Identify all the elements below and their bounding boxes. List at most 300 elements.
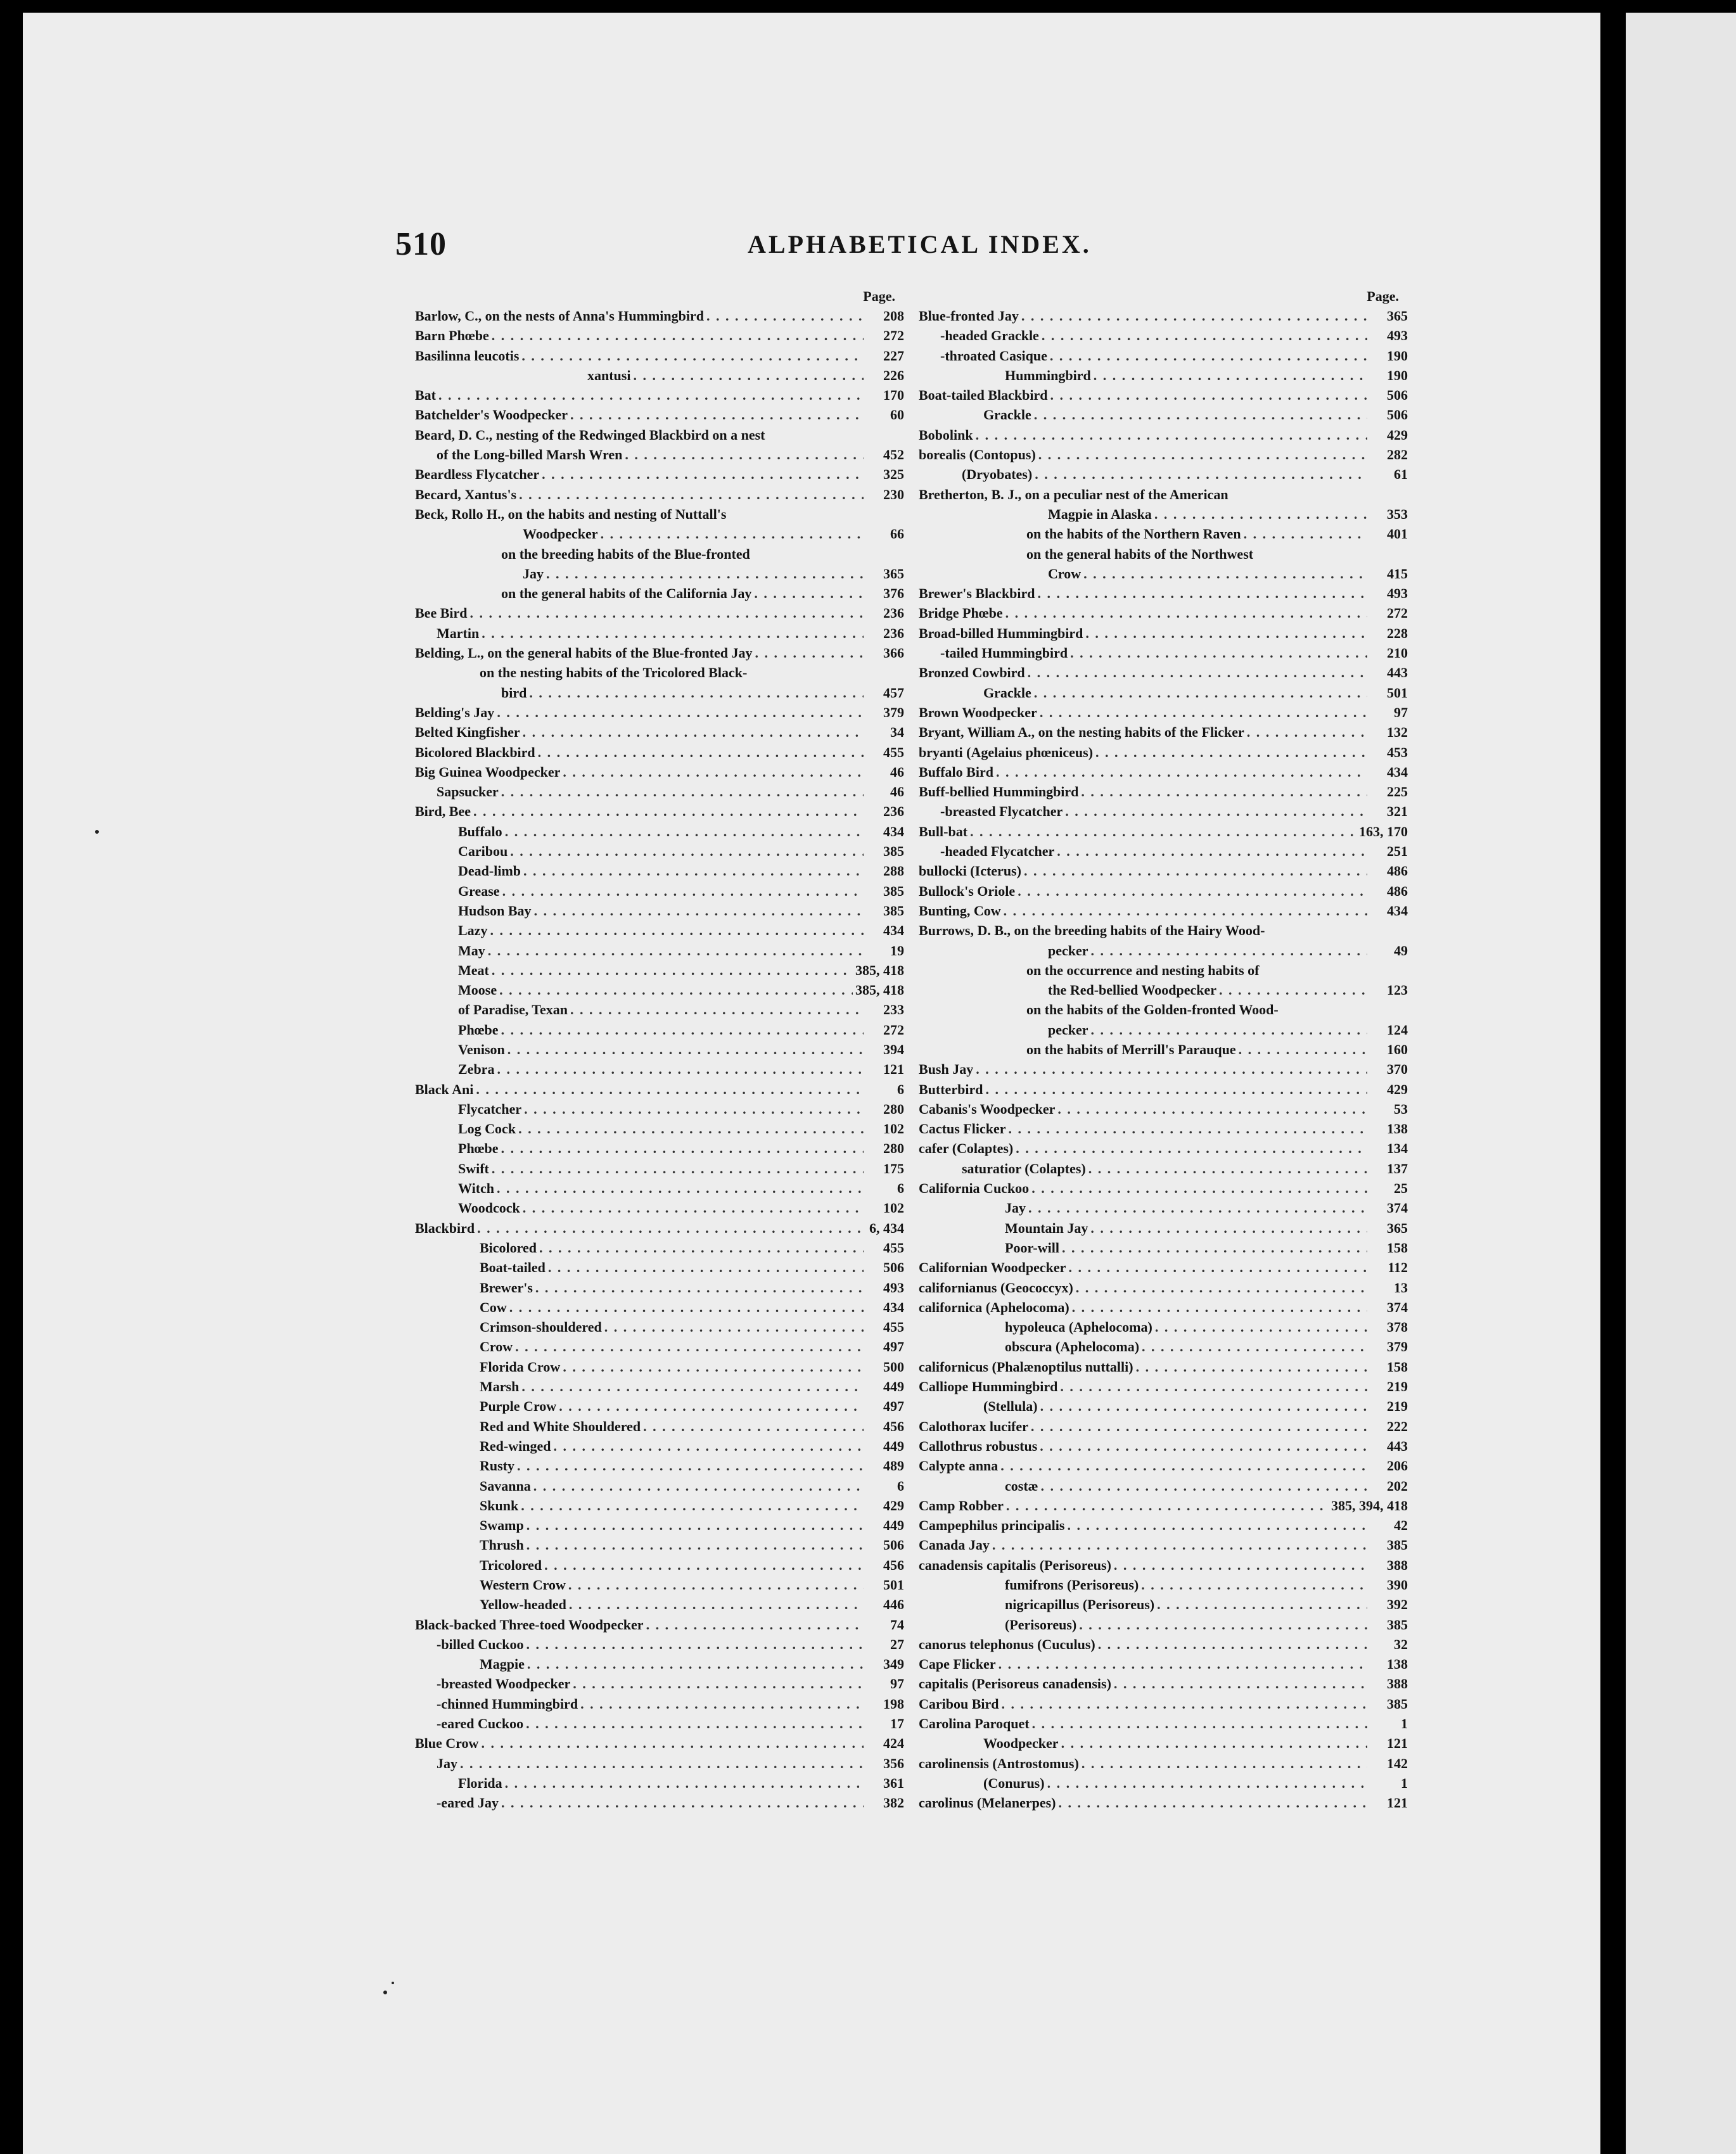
index-entry	[415, 1615, 904, 1635]
index-entry-page: 385	[1387, 1695, 1408, 1712]
index-entry-label: Rusty	[480, 1458, 515, 1474]
index-entry-page: 137	[1387, 1160, 1408, 1176]
dot-leader	[544, 1555, 864, 1575]
index-entry-label: nigricapillus (Perisoreus)	[1005, 1596, 1155, 1613]
dot-leader	[1047, 1773, 1367, 1793]
dot-leader	[1155, 1317, 1367, 1337]
index-entry	[919, 405, 1408, 424]
index-entry-page: 32	[1394, 1636, 1408, 1652]
dot-leader	[527, 1654, 864, 1674]
index-entry-page: 385	[883, 843, 904, 860]
scan-speck	[95, 830, 99, 834]
index-entry-page: 449	[883, 1517, 904, 1534]
dot-leader	[526, 1714, 864, 1733]
dot-leader	[1098, 1635, 1367, 1654]
index-entry	[919, 1417, 1408, 1436]
dot-leader	[1065, 801, 1367, 821]
dot-leader	[1114, 1555, 1367, 1575]
dot-leader	[1016, 1138, 1367, 1158]
index-entry	[919, 1773, 1408, 1793]
index-entry-page: 455	[883, 1319, 904, 1335]
index-entry	[415, 1417, 904, 1436]
index-entry-page: 493	[1387, 585, 1408, 602]
index-entry-page: 190	[1387, 367, 1408, 383]
index-entry	[415, 1040, 904, 1059]
dot-leader	[546, 564, 864, 583]
index-entry-label: (Dryobates)	[962, 466, 1033, 483]
facing-page-edge	[1626, 13, 1736, 2154]
index-entry	[919, 1733, 1408, 1753]
index-entry-label: Blue-fronted Jay	[919, 308, 1019, 324]
dot-leader	[1031, 1178, 1367, 1198]
dot-leader	[1061, 1733, 1367, 1753]
index-entry-label: Cow	[480, 1299, 507, 1315]
index-entry-label: Beard, D. C., nesting of the Redwinged Blackbird on a nest	[415, 426, 765, 443]
index-entry-page: 61	[1394, 466, 1408, 483]
index-entry	[415, 1436, 904, 1456]
index-entry-label: Bridge Phœbe	[919, 605, 1003, 621]
index-entry-label: Purple Crow	[480, 1398, 557, 1415]
index-entry	[919, 1020, 1408, 1040]
dot-leader	[501, 782, 864, 801]
index-entry-page: 97	[1394, 704, 1408, 720]
index-entry-page: 121	[883, 1061, 904, 1078]
dot-leader	[1091, 941, 1367, 960]
index-entry-label: Hummingbird	[1005, 367, 1091, 383]
index-entry-page: 388	[1387, 1676, 1408, 1692]
index-entry-page: 202	[1387, 1477, 1408, 1494]
dot-leader	[755, 643, 864, 663]
index-entry	[919, 1000, 1408, 1019]
index-entry	[415, 1654, 904, 1674]
index-entry-label: Becard, Xantus's	[415, 486, 517, 502]
index-entry-label: Bunting, Cow	[919, 902, 1001, 919]
index-entry	[415, 1059, 904, 1079]
index-entry-page: 121	[1387, 1795, 1408, 1811]
dot-leader	[568, 1575, 864, 1595]
index-entry	[919, 603, 1408, 623]
dot-leader	[523, 1198, 864, 1218]
index-entry-label: Grackle	[983, 407, 1031, 423]
dot-leader	[1050, 346, 1367, 366]
dot-leader	[533, 1476, 864, 1496]
index-entry-page: 175	[883, 1160, 904, 1176]
index-entry-page: 486	[1387, 863, 1408, 879]
index-entry-label: costæ	[1005, 1477, 1038, 1494]
index-entry	[415, 425, 904, 445]
index-entry	[415, 1357, 904, 1377]
index-entry-label: Campephilus principalis	[919, 1517, 1065, 1534]
index-entry-page: 449	[883, 1379, 904, 1395]
index-entry-label: Belding, L., on the general habits of the Blue-fronted Jay	[415, 645, 753, 661]
index-entry-label: (Perisoreus)	[1005, 1616, 1077, 1633]
index-entry-label: (Stellula)	[983, 1398, 1038, 1415]
index-entry-page: 415	[1387, 565, 1408, 582]
index-entry-page: 365	[883, 565, 904, 582]
dot-leader	[1076, 1278, 1367, 1297]
index-entry-page: 493	[883, 1279, 904, 1296]
index-entry-label: bryanti (Agelaius phœniceus)	[919, 744, 1094, 760]
index-entry-label: Belted Kingfisher	[415, 724, 520, 741]
index-column-left	[415, 286, 904, 1813]
dot-leader	[1157, 1595, 1367, 1614]
dot-leader	[569, 1595, 864, 1614]
index-entry	[415, 861, 904, 881]
index-entry-page: 429	[883, 1497, 904, 1514]
index-entry-page: 456	[883, 1557, 904, 1573]
index-entry	[415, 1278, 904, 1297]
dot-leader	[1035, 464, 1367, 484]
index-entry-page: 365	[1387, 308, 1408, 324]
index-entry-page: 6, 434	[869, 1220, 904, 1236]
index-entry-label: Boat-tailed Blackbird	[919, 387, 1048, 404]
index-entries-left	[415, 306, 904, 1813]
index-entry	[919, 1476, 1408, 1496]
dot-leader	[1062, 1238, 1367, 1258]
index-entry-page: 219	[1387, 1379, 1408, 1395]
index-entry-label: Log Cock	[458, 1121, 516, 1137]
dot-leader	[633, 366, 864, 385]
index-entry-page: 325	[883, 466, 904, 483]
dot-leader	[1142, 1337, 1367, 1356]
dot-leader	[996, 762, 1367, 782]
index-entry	[919, 722, 1408, 742]
index-entry	[415, 722, 904, 742]
index-entry	[919, 485, 1408, 504]
index-entry-label: on the habits of Merrill's Parauque	[1026, 1041, 1236, 1057]
index-entry	[919, 1694, 1408, 1714]
index-entry-page: 455	[883, 744, 904, 760]
index-entry	[415, 1020, 904, 1040]
dot-leader	[573, 1674, 864, 1693]
index-entry-label: Buffalo Bird	[919, 763, 993, 780]
index-entry-label: bullocki (Icterus)	[919, 863, 1021, 879]
dot-leader	[521, 1496, 864, 1515]
index-entry	[415, 1178, 904, 1198]
dot-leader	[1072, 1297, 1367, 1317]
index-entry-page: 227	[883, 347, 904, 364]
index-entry-page: 236	[883, 605, 904, 621]
index-entry-page: 1	[1401, 1775, 1408, 1791]
dot-leader	[1239, 1040, 1367, 1059]
index-entry	[919, 683, 1408, 703]
index-entry-page: 170	[883, 387, 904, 404]
index-entry	[919, 504, 1408, 524]
index-entry-page: 489	[883, 1458, 904, 1474]
index-entry	[415, 1099, 904, 1119]
index-entry-label: cafer (Colaptes)	[919, 1140, 1014, 1157]
index-entry-label: Black Ani	[415, 1081, 474, 1097]
index-entry-label: Western Crow	[480, 1577, 566, 1593]
dot-leader	[643, 1417, 864, 1436]
index-entry	[415, 1535, 904, 1555]
index-entry	[415, 1396, 904, 1416]
dot-leader	[521, 346, 864, 366]
index-entry-page: 390	[1387, 1577, 1408, 1593]
index-entry	[415, 1793, 904, 1813]
index-entry-page: 446	[883, 1596, 904, 1613]
index-entry	[415, 1714, 904, 1733]
index-entry-label: -headed Grackle	[940, 328, 1039, 344]
index-entry-label: carolinensis (Antrostomus)	[919, 1755, 1079, 1771]
dot-leader	[527, 1635, 864, 1654]
dot-leader	[580, 1694, 864, 1714]
index-entry	[919, 861, 1408, 881]
index-entry-page: 138	[1387, 1656, 1408, 1673]
dot-leader	[502, 881, 864, 901]
dot-leader	[1085, 623, 1367, 643]
index-entry-page: 288	[883, 863, 904, 879]
index-entry-label: canadensis capitalis (Perisoreus)	[919, 1557, 1111, 1573]
index-entry-page: 102	[883, 1200, 904, 1216]
index-entry-page: 376	[883, 585, 904, 602]
index-entry	[919, 1555, 1408, 1575]
index-entry-label: Broad-billed Hummingbird	[919, 625, 1083, 641]
index-entry	[415, 1555, 904, 1575]
index-entry-label: Crimson-shouldered	[480, 1319, 602, 1335]
index-entry	[919, 1436, 1408, 1456]
index-entry	[919, 841, 1408, 861]
index-entry	[919, 901, 1408, 921]
index-entry-page: 366	[883, 645, 904, 661]
index-entry-label: Moose	[458, 982, 497, 998]
index-entry-page: 228	[1387, 625, 1408, 641]
index-entry-label: Barn Phœbe	[415, 328, 489, 344]
index-column-right	[919, 286, 1408, 1813]
index-entry	[415, 1119, 904, 1138]
index-entry-page: 121	[1387, 1735, 1408, 1752]
scan-speck	[392, 1982, 394, 1984]
index-entry-label: -chinned Hummingbird	[437, 1695, 578, 1712]
dot-leader	[534, 901, 864, 921]
index-entry-page: 497	[883, 1398, 904, 1415]
dot-leader	[524, 1099, 864, 1119]
index-entry-page: 443	[1387, 1437, 1408, 1454]
index-entry-page: 163, 170	[1359, 823, 1408, 839]
index-entry	[415, 1317, 904, 1337]
page-column-header: Page.	[863, 288, 895, 304]
dot-leader	[507, 1040, 864, 1059]
index-entry-label: Jay	[1005, 1200, 1026, 1216]
dot-leader	[497, 1059, 864, 1079]
index-entry	[919, 1317, 1408, 1337]
index-entry-page: 190	[1387, 347, 1408, 364]
index-entry	[415, 524, 904, 544]
index-entry-page: 443	[1387, 665, 1408, 681]
index-entry-page: 434	[1387, 902, 1408, 919]
dot-leader	[1024, 861, 1367, 881]
index-entry-label: Burrows, D. B., on the breeding habits of the Hairy Wood-	[919, 922, 1265, 939]
dot-leader	[976, 425, 1367, 445]
index-entry-page: 236	[883, 625, 904, 641]
index-entry-label: Phœbe	[458, 1140, 499, 1157]
index-entry-page: 225	[1387, 784, 1408, 800]
dot-leader	[1028, 1198, 1367, 1218]
index-entry-page: 506	[1387, 407, 1408, 423]
dot-leader	[1094, 366, 1367, 385]
index-entry-label: Beck, Rollo H., on the habits and nesting of Nuttall's	[415, 506, 727, 522]
dot-leader	[1005, 603, 1367, 623]
index-entry-page: 457	[883, 684, 904, 701]
index-entry	[415, 1238, 904, 1258]
index-entry-label: Swift	[458, 1160, 489, 1176]
dot-leader	[985, 1080, 1367, 1099]
index-entry-label: Florida Crow	[480, 1358, 561, 1375]
index-entry	[415, 583, 904, 603]
dot-leader	[1040, 703, 1367, 722]
index-entry-label: on the nesting habits of the Tricolored Black-	[480, 665, 748, 681]
index-entry-page: 424	[883, 1735, 904, 1752]
index-entry-page: 46	[890, 763, 904, 780]
index-entry-label: Batchelder's Woodpecker	[415, 407, 568, 423]
index-entry	[415, 544, 904, 564]
dot-leader	[523, 722, 864, 742]
index-entry-label: Carolina Paroquet	[919, 1716, 1030, 1732]
index-entry-label: Zebra	[458, 1061, 495, 1078]
index-entry-label: Brewer's	[480, 1279, 533, 1296]
index-entry	[415, 603, 904, 623]
dot-leader	[488, 941, 864, 960]
dot-leader	[521, 1377, 864, 1396]
index-entry	[919, 1615, 1408, 1635]
dot-leader	[505, 822, 864, 841]
index-entry-page: 506	[1387, 387, 1408, 404]
index-entry-page: 226	[883, 367, 904, 383]
index-entry-label: Venison	[458, 1041, 505, 1057]
index-entry-page: 385	[883, 902, 904, 919]
dot-leader	[538, 742, 864, 762]
index-entry-page: 434	[883, 1299, 904, 1315]
index-entry-page: 385, 394, 418	[1331, 1497, 1408, 1514]
index-entry-label: Californian Woodpecker	[919, 1259, 1066, 1276]
dot-leader	[1136, 1357, 1367, 1377]
index-entry-label: -breasted Woodpecker	[437, 1676, 571, 1692]
dot-leader	[490, 921, 864, 940]
index-entry	[919, 782, 1408, 801]
index-entry-page: 455	[883, 1239, 904, 1256]
dot-leader	[1057, 841, 1367, 861]
index-entry-label: Dead-limb	[458, 863, 521, 879]
index-entry-page: 102	[883, 1121, 904, 1137]
index-entry-label: Bush Jay	[919, 1061, 974, 1078]
index-entry-page: 272	[1387, 605, 1408, 621]
index-entry	[919, 1714, 1408, 1733]
index-entry	[415, 1754, 904, 1773]
index-entry	[415, 1476, 904, 1496]
index-entry-label: -eared Jay	[437, 1795, 499, 1811]
dot-leader	[1079, 1615, 1367, 1635]
dot-leader	[481, 1733, 864, 1753]
index-entry-page: 134	[1387, 1140, 1408, 1157]
index-entry	[415, 841, 904, 861]
index-entry	[919, 1535, 1408, 1555]
dot-leader	[477, 1218, 864, 1238]
index-entry-page: 388	[1387, 1557, 1408, 1573]
index-entry	[919, 960, 1408, 980]
index-entry-label: Thrush	[480, 1537, 524, 1553]
dot-leader	[509, 1297, 864, 1317]
dot-leader	[646, 1615, 864, 1635]
index-entry-page: 236	[883, 803, 904, 820]
index-entry	[919, 346, 1408, 366]
index-entry-label: Bicolored Blackbird	[415, 744, 535, 760]
dot-leader	[1004, 901, 1367, 921]
index-entry	[919, 1159, 1408, 1178]
dot-leader	[1091, 1020, 1367, 1040]
index-entry-label: Barlow, C., on the nests of Anna's Hummingbird	[415, 308, 704, 324]
index-entry	[919, 663, 1408, 682]
index-entry-label: Red-winged	[480, 1437, 551, 1454]
dot-leader	[1244, 524, 1367, 544]
index-entry-label: -eared Cuckoo	[437, 1716, 524, 1732]
index-entry-label: -tailed Hummingbird	[940, 645, 1068, 661]
index-entry-label: Phœbe	[458, 1021, 499, 1038]
dot-leader	[517, 1456, 864, 1475]
dot-leader	[604, 1317, 864, 1337]
index-entry-label: Basilinna leucotis	[415, 347, 520, 364]
index-entry-page: 378	[1387, 1319, 1408, 1335]
dot-leader	[1031, 1417, 1367, 1436]
index-entry	[919, 1793, 1408, 1813]
index-entry-page: 160	[1387, 1041, 1408, 1057]
index-entry-label: on the habits of the Northern Raven	[1026, 526, 1241, 542]
index-entry	[919, 366, 1408, 385]
index-entry-page: 385	[883, 883, 904, 899]
index-entry-label: xantusi	[587, 367, 631, 383]
index-entry-label: bird	[501, 684, 527, 701]
dot-leader	[1114, 1674, 1367, 1693]
page-column-header: Page.	[1367, 288, 1399, 304]
index-entry-label: California Cuckoo	[919, 1180, 1030, 1197]
index-entry-label: Caribou	[458, 843, 508, 860]
dot-leader	[570, 405, 864, 424]
index-entry-page: 449	[883, 1437, 904, 1454]
index-entry-page: 392	[1387, 1596, 1408, 1613]
index-entry-label: -throated Casique	[940, 347, 1047, 364]
dot-leader	[1018, 881, 1367, 901]
index-entry-page: 506	[883, 1537, 904, 1553]
index-entry-page: 453	[1387, 744, 1408, 760]
index-entry	[919, 1218, 1408, 1238]
index-entry-page: 158	[1387, 1239, 1408, 1256]
index-entry-label: saturatior (Colaptes)	[962, 1160, 1086, 1176]
index-entry-page: 112	[1388, 1259, 1408, 1276]
index-entry-label: californianus (Geococcyx)	[919, 1279, 1073, 1296]
index-entry-label: Cape Flicker	[919, 1656, 996, 1673]
index-entry	[415, 801, 904, 821]
index-entry-label: Camp Robber	[919, 1497, 1004, 1514]
index-entry-label: Magpie	[480, 1656, 525, 1673]
index-entry	[919, 1080, 1408, 1099]
dot-leader	[1141, 1575, 1367, 1595]
index-entry	[919, 822, 1408, 841]
dot-leader	[999, 1654, 1367, 1674]
index-entry	[415, 921, 904, 940]
index-entry-label: Buffalo	[458, 823, 502, 839]
dot-leader	[542, 464, 864, 484]
index-entry-page: 501	[883, 1577, 904, 1593]
dot-leader	[563, 1357, 864, 1377]
index-entry	[415, 1456, 904, 1475]
index-entry	[919, 921, 1408, 940]
index-entry	[919, 1654, 1408, 1674]
dot-leader	[1042, 326, 1367, 345]
index-entry-page: 434	[883, 823, 904, 839]
index-entry-label: the Red-bellied Woodpecker	[1048, 982, 1217, 998]
index-entry-label: Meat	[458, 962, 489, 978]
index-entry-page: 42	[1394, 1517, 1408, 1534]
index-entry	[415, 941, 904, 960]
